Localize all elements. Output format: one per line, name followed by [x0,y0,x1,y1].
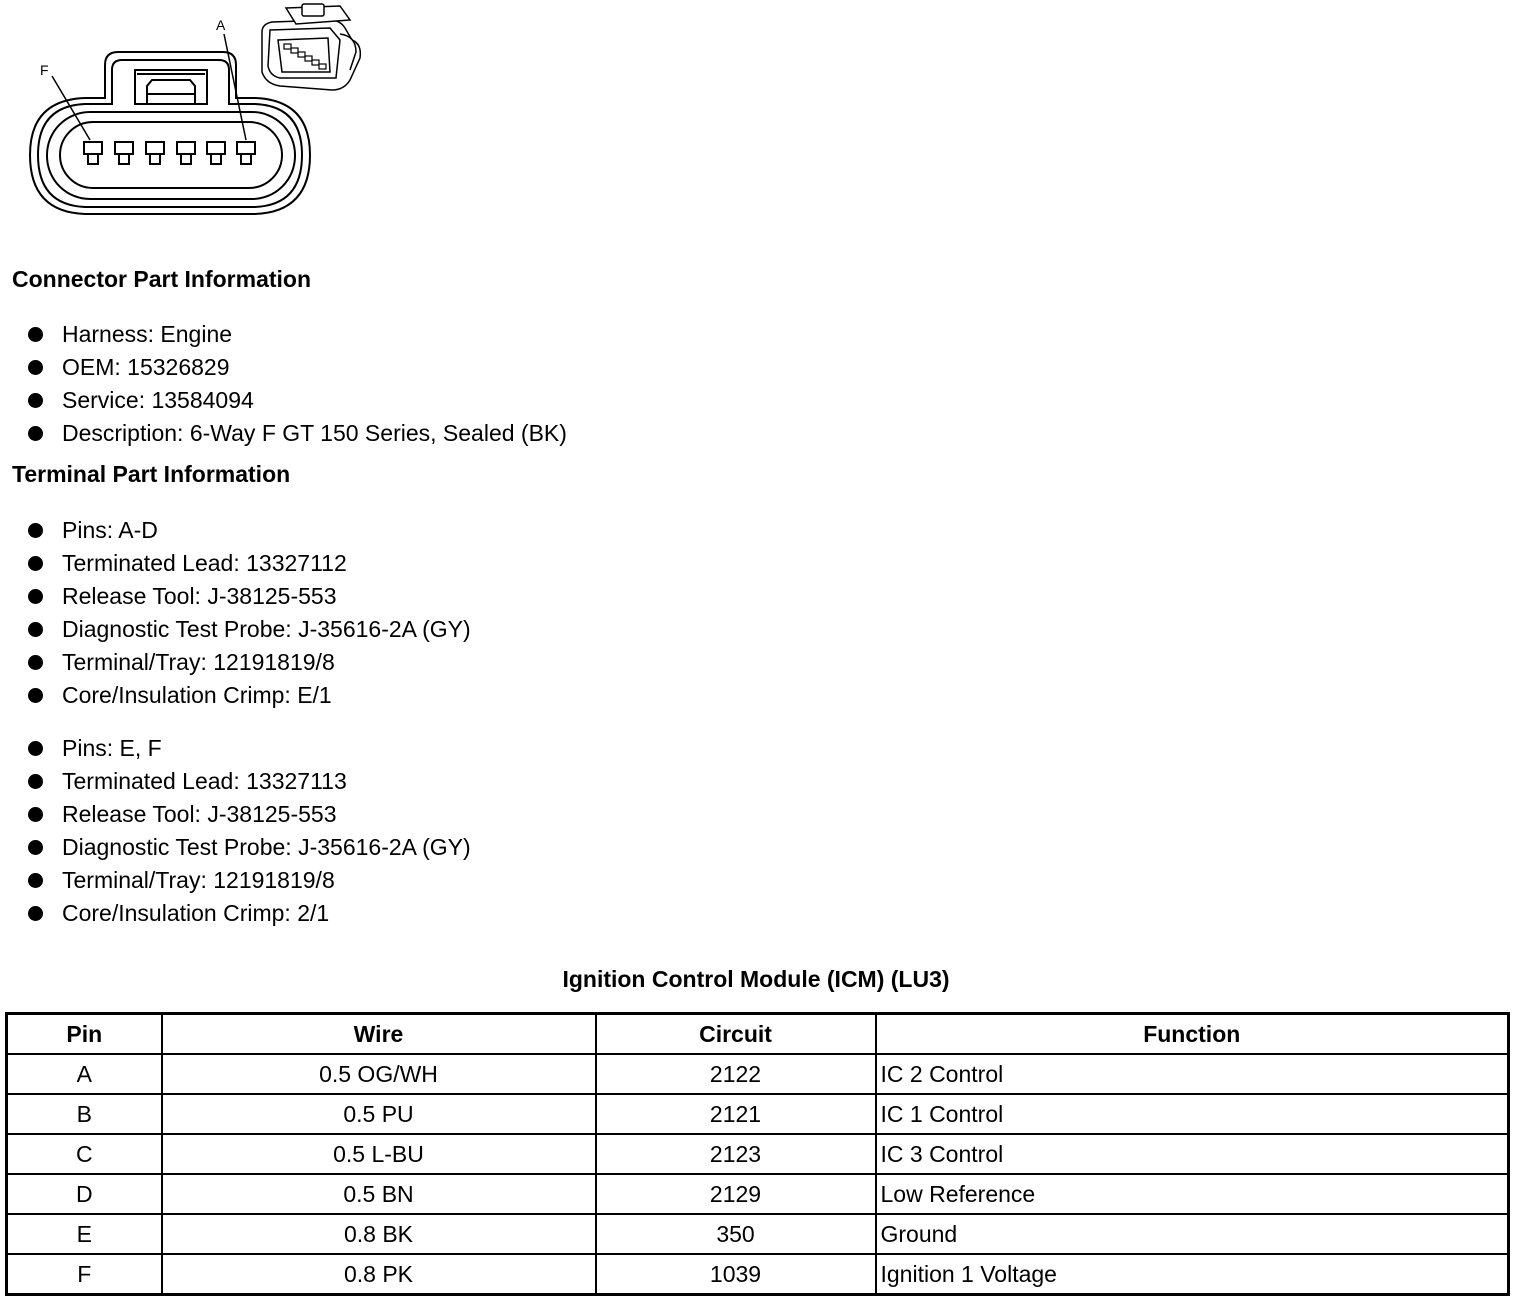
list-item: Pins: A-D [26,514,471,547]
cell-pin: C [7,1134,162,1174]
cavity-b [207,142,225,164]
table-row [7,1174,1509,1214]
cell-wire: 0.8 BK [162,1214,596,1254]
cell-circuit: 350 [596,1214,876,1254]
connector-part-info-heading: Connector Part Information [12,266,312,292]
table-row [7,1094,1509,1134]
bullet-icon [28,840,43,855]
list-item: Release Tool: J-38125-553 [26,798,471,831]
cavity-e [115,142,133,164]
list-item: Terminal/Tray: 12191819/8 [26,646,471,679]
header-circuit: Circuit [596,1014,876,1055]
connector-diagram [0,0,380,230]
bullet-icon [28,589,43,604]
connector-latch [135,70,207,104]
pin-label-f: F [40,62,49,78]
bullet-icon [28,741,43,756]
bullet-icon [28,393,43,408]
cell-wire: 0.5 OG/WH [162,1054,596,1094]
cell-pin: A [7,1054,162,1094]
cell-circuit: 2123 [596,1134,876,1174]
cell-circuit: 2129 [596,1174,876,1214]
pin-label-a: A [216,17,226,33]
bullet-icon [28,556,43,571]
cell-wire: 0.5 L-BU [162,1134,596,1174]
list-item: OEM: 15326829 [26,351,567,384]
cell-circuit: 2122 [596,1054,876,1094]
list-item: Service: 13584094 [26,384,567,417]
cell-pin: D [7,1174,162,1214]
header-wire: Wire [162,1014,596,1055]
list-item: Description: 6-Way F GT 150 Series, Sealed (BK) [26,417,567,450]
list-item: Release Tool: J-38125-553 [26,580,471,613]
terminal-part-info-heading: Terminal Part Information [12,461,291,487]
connector-3d-sketch [262,4,360,90]
list-item: Pins: E, F [26,732,471,765]
bullet-icon [28,622,43,637]
header-pin: Pin [7,1014,162,1055]
cell-wire: 0.5 BN [162,1174,596,1214]
list-item: Diagnostic Test Probe: J-35616-2A (GY) [26,831,471,864]
bullet-icon [28,873,43,888]
terminal-group-1-list [26,514,471,712]
cavity-c [177,142,195,164]
list-item: Terminal/Tray: 12191819/8 [26,864,471,897]
table-row [7,1254,1509,1295]
pinout-table [5,1012,1510,1296]
bullet-icon [28,655,43,670]
cell-pin: F [7,1254,162,1295]
bullet-icon [28,906,43,921]
bullet-icon [28,774,43,789]
leader-line-a [224,34,246,140]
cell-pin: E [7,1214,162,1254]
connector-part-info-list [26,318,567,450]
cell-circuit: 1039 [596,1254,876,1295]
cell-function: IC 1 Control [876,1094,1509,1134]
cavity-d [146,142,164,164]
header-function: Function [876,1014,1509,1055]
cell-function: IC 3 Control [876,1134,1509,1174]
cell-wire: 0.8 PK [162,1254,596,1295]
list-item: Terminated Lead: 13327113 [26,765,471,798]
cell-wire: 0.5 PU [162,1094,596,1134]
cell-function: Ground [876,1214,1509,1254]
table-row [7,1134,1509,1174]
table-title: Ignition Control Module (ICM) (LU3) [562,966,950,992]
bullet-icon [28,327,43,342]
connector-latch-tab [147,80,195,104]
bullet-icon [28,426,43,441]
cell-function: Ignition 1 Voltage [876,1254,1509,1295]
table-row [7,1214,1509,1254]
cell-function: IC 2 Control [876,1054,1509,1094]
bullet-icon [28,360,43,375]
terminal-group-2-list [26,732,471,930]
list-item: Harness: Engine [26,318,567,351]
list-item: Core/Insulation Crimp: 2/1 [26,897,471,930]
table-header-row [7,1014,1509,1055]
list-item: Diagnostic Test Probe: J-35616-2A (GY) [26,613,471,646]
list-item: Core/Insulation Crimp: E/1 [26,679,471,712]
table-row [7,1054,1509,1094]
bullet-icon [28,807,43,822]
cavity-a [237,142,255,164]
bullet-icon [28,523,43,538]
cell-function: Low Reference [876,1174,1509,1214]
cell-pin: B [7,1094,162,1134]
cavity-f [84,142,102,164]
list-item: Terminated Lead: 13327112 [26,547,471,580]
bullet-icon [28,688,43,703]
cell-circuit: 2121 [596,1094,876,1134]
